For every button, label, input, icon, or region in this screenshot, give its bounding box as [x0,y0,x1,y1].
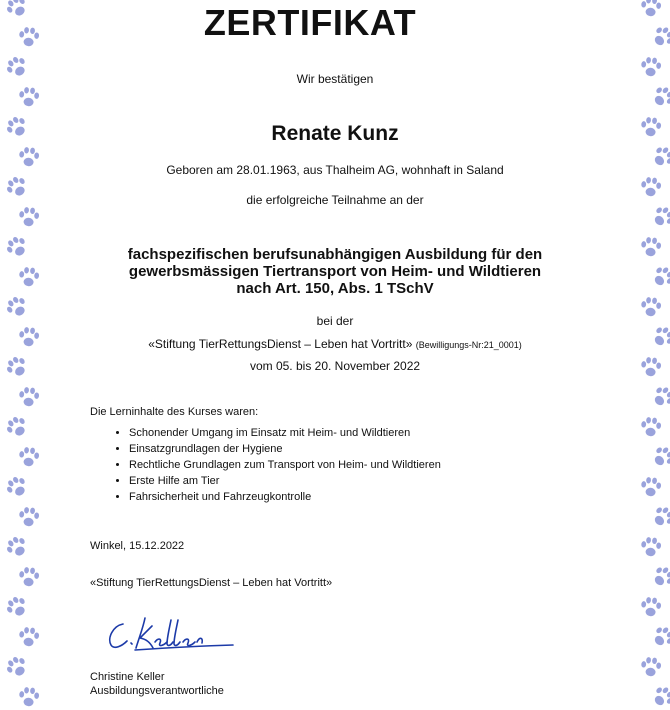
paw-print-icon [638,0,664,20]
list-item: • Fahrsicherheit und Fahrzeugkontrolle [129,489,441,505]
paw-print-icon [4,654,30,680]
contents-list [104,425,441,505]
paw-border-left [0,0,46,700]
list-item: • Erste Hilfe am Tier [129,473,441,489]
signer-role: Ausbildungsverantwortliche [90,685,224,697]
permit-number: (Bewilligungs-Nr:21_0001) [415,340,522,350]
paw-print-icon [650,564,670,590]
paw-print-icon [4,114,30,140]
paw-border-right [624,0,670,700]
paw-print-icon [4,534,30,560]
paw-print-icon [638,654,664,680]
signer-block [90,670,224,698]
paw-print-icon [638,234,664,260]
paw-print-icon [16,204,42,230]
recipient-name: Renate Kunz [271,122,399,145]
paw-print-icon [4,54,30,80]
paw-print-icon [650,84,670,110]
paw-print-icon [650,264,670,290]
paw-print-icon [16,504,42,530]
paw-print-icon [650,624,670,650]
paw-print-icon [4,414,30,440]
certificate-title: ZERTIFIKAT [203,2,417,43]
paw-print-icon [16,684,42,710]
paw-print-icon [4,294,30,320]
at-text: bei der [316,314,354,328]
paw-print-icon [650,324,670,350]
paw-print-icon [16,144,42,170]
paw-print-icon [638,414,664,440]
paw-print-icon [16,264,42,290]
place-date: Winkel, 15.12.2022 [90,540,185,552]
paw-print-icon [638,354,664,380]
paw-print-icon [638,114,664,140]
course-title [60,246,610,297]
paw-print-icon [4,594,30,620]
paw-print-icon [638,534,664,560]
paw-print-icon [4,234,30,260]
organization-name: «Stiftung TierRettungsDienst – Leben hat Vortritt» [148,337,413,351]
organization-footer: «Stiftung TierRettungsDienst – Leben hat Vortritt» [90,577,333,589]
course-line: fachspezifischen berufsunabhängigen Ausbildung für den [127,246,543,263]
course-line: gewerbsmässigen Tiertransport von Heim- und Wildtieren [128,263,542,280]
paw-print-icon [638,174,664,200]
paw-print-icon [650,204,670,230]
course-dates: vom 05. bis 20. November 2022 [249,359,421,373]
paw-print-icon [638,294,664,320]
paw-print-icon [16,564,42,590]
course-line: nach Art. 150, Abs. 1 TSchV [236,280,434,297]
paw-print-icon [4,474,30,500]
paw-print-icon [4,174,30,200]
list-item: • Einsatzgrundlagen der Hygiene [129,441,441,457]
participation-text: die erfolgreiche Teilnahme an der [246,193,424,207]
paw-print-icon [638,54,664,80]
paw-print-icon [16,444,42,470]
paw-print-icon [650,684,670,710]
organization-line [60,337,610,351]
paw-print-icon [16,324,42,350]
paw-print-icon [638,594,664,620]
list-item: • Rechtliche Grundlagen zum Transport von Heim- und Wildtieren [129,457,441,473]
paw-print-icon [650,504,670,530]
list-item: • Schonender Umgang im Einsatz mit Heim- und Wildtieren [129,425,441,441]
paw-print-icon [638,474,664,500]
paw-print-icon [650,144,670,170]
contents-heading: Die Lerninhalte des Kurses waren: [90,406,259,418]
signer-name: Christine Keller [90,671,165,683]
paw-print-icon [16,624,42,650]
paw-print-icon [650,24,670,50]
paw-print-icon [650,444,670,470]
paw-print-icon [16,384,42,410]
paw-print-icon [650,384,670,410]
paw-print-icon [4,354,30,380]
birth-line: Geboren am 28.01.1963, aus Thalheim AG, wohnhaft in Saland [166,163,504,177]
signature-icon [105,612,245,657]
intro-text: Wir bestätigen [296,72,374,86]
paw-print-icon [16,84,42,110]
